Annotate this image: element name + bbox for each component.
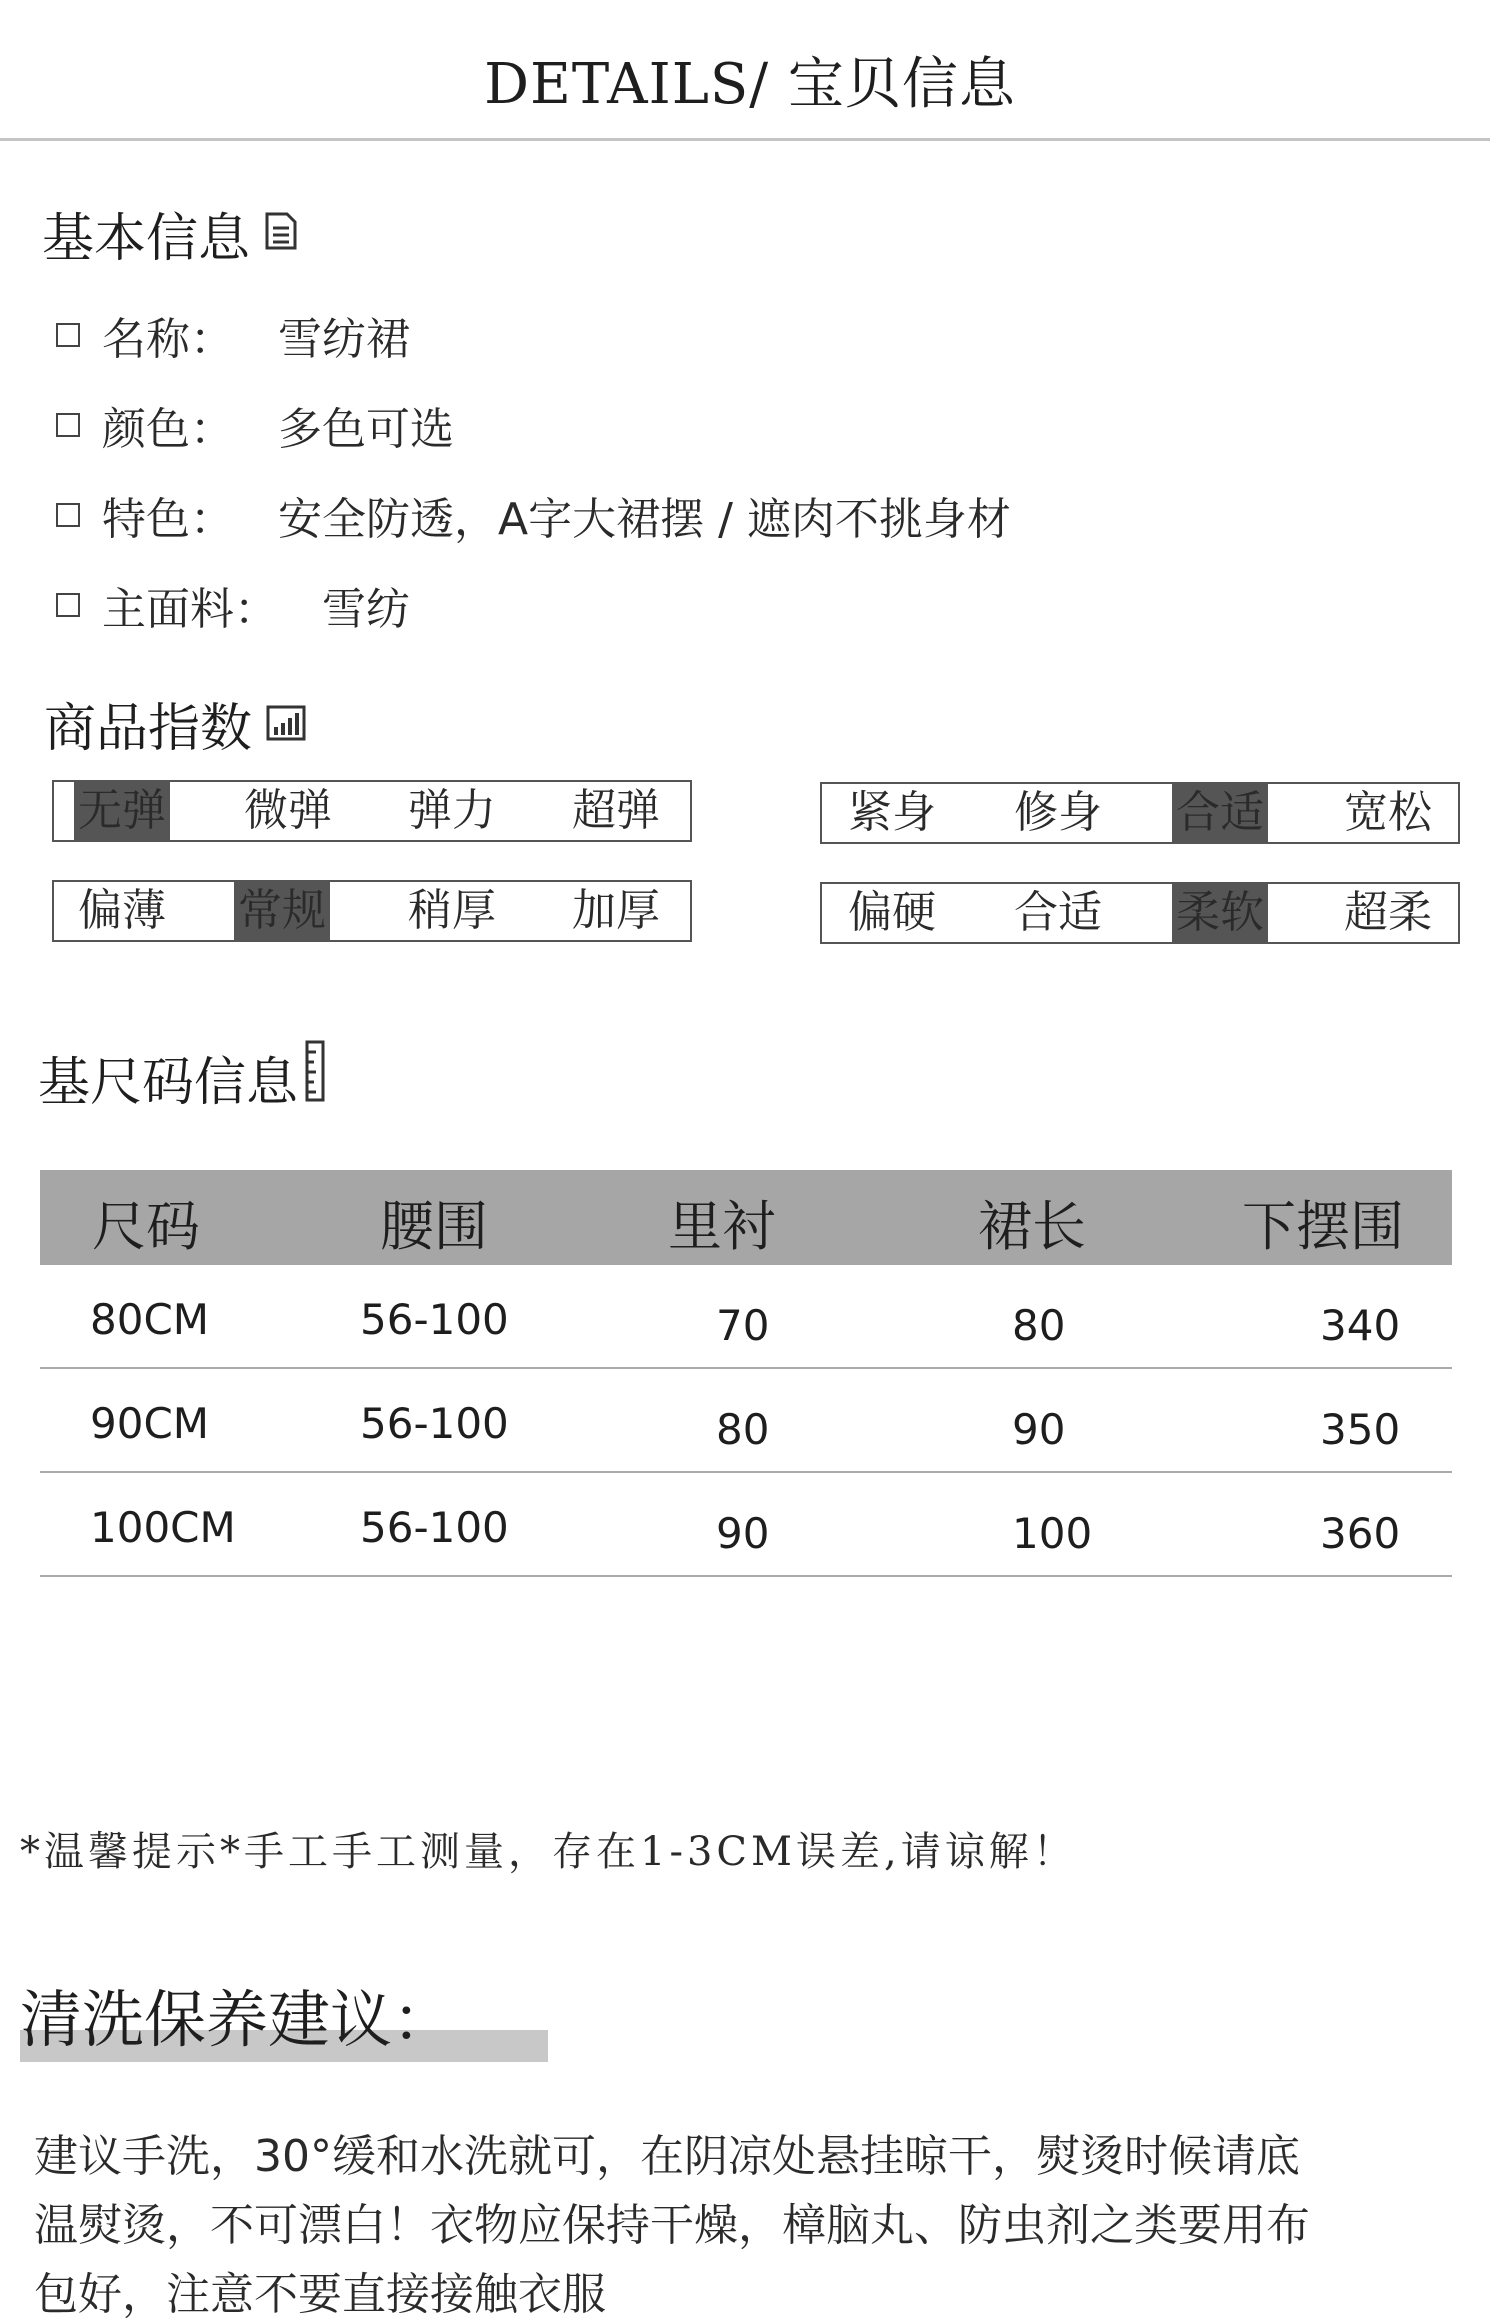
info-row-color [56,380,1011,470]
table-cell: 90CM [90,1399,210,1448]
header-divider [0,138,1490,141]
checkbox-icon [56,593,80,617]
table-cell: 56-100 [360,1503,509,1552]
table-cell: 80CM [90,1295,210,1344]
scale-option: 偏硬 [848,887,936,938]
care-instructions [34,2122,1454,2322]
table-cell: 70 [716,1301,770,1350]
info-label: 名称： [102,314,234,365]
scale-option: 合适 [1172,784,1268,842]
info-value: 多色可选 [278,404,454,455]
info-row-fabric [56,560,1011,650]
scale-option: 修身 [1014,787,1102,838]
scale-option: 加厚 [572,885,660,936]
info-label: 特色： [102,494,234,545]
scale-elasticity [52,780,692,842]
column-header: 腰围 [380,1195,488,1258]
care-heading [20,1970,454,2059]
product-index-heading [44,686,306,761]
table-cell: 90 [716,1509,770,1558]
size-table-header [40,1170,1452,1265]
table-row [40,1369,1452,1473]
info-value: 雪纺裙 [278,314,410,365]
info-value: 雪纺 [322,584,410,635]
scale-option: 紧身 [848,787,936,838]
column-header: 尺码 [92,1195,200,1258]
product-index-title: 商品指数 [44,699,253,759]
signal-bars-icon [266,694,306,754]
care-line: 温熨烫，不可漂白！衣物应保持干燥，樟脑丸、防虫剂之类要用布 [34,2200,1310,2251]
page-title: DETAILS/ 宝贝信息 [484,52,1016,117]
scale-fit [820,782,1460,844]
scale-softness [820,882,1460,944]
scale-option: 微弹 [244,785,332,836]
scale-option: 超弹 [572,785,660,836]
ruler-icon [304,1040,328,1115]
table-cell: 100CM [90,1503,236,1552]
table-cell: 90 [1012,1405,1066,1454]
table-cell: 80 [1012,1301,1066,1350]
table-row [40,1265,1452,1369]
care-line: 包好，注意不要直接接触衣服 [34,2269,606,2320]
table-cell: 56-100 [360,1399,509,1448]
column-header: 里衬 [668,1195,776,1258]
scale-option: 无弹 [74,782,170,840]
measurement-tip: *温馨提示*手工手工测量，存在1-3CM误差,请谅解！ [20,1829,1077,1875]
table-cell: 100 [1012,1509,1093,1558]
care-title: 清洗保养建议： [20,1983,455,2056]
table-cell: 80 [716,1405,770,1454]
checkbox-icon [56,323,80,347]
info-value: 安全防透，A字大裙摆 / 遮肉不挑身材 [278,494,1011,545]
scale-option: 合适 [1014,887,1102,938]
info-row-name [56,290,1011,380]
page-header [0,0,1500,145]
table-row [40,1473,1452,1577]
table-cell: 340 [1320,1301,1401,1350]
column-header: 下摆围 [1242,1195,1404,1258]
size-info-heading [38,1040,328,1115]
basic-info-title: 基本信息 [42,209,251,269]
scale-option: 偏薄 [78,885,166,936]
info-row-feature [56,470,1011,560]
scale-option: 超柔 [1344,887,1432,938]
table-cell: 350 [1320,1405,1401,1454]
checkbox-icon [56,413,80,437]
scale-option: 常规 [234,882,330,940]
info-label: 主面料： [102,584,278,635]
size-table [40,1170,1452,1577]
scale-option: 宽松 [1344,787,1432,838]
size-info-title: 基尺码信息 [38,1053,299,1113]
care-line: 建议手洗，30°缓和水洗就可，在阴凉处悬挂晾干，熨烫时候请底 [34,2131,1300,2182]
scale-option: 柔软 [1172,884,1268,942]
table-cell: 360 [1320,1509,1401,1558]
basic-info-heading [42,196,298,271]
checkbox-icon [56,503,80,527]
scale-option: 弹力 [408,785,496,836]
basic-info-list [56,290,1011,650]
document-icon [264,204,298,264]
table-cell: 56-100 [360,1295,509,1344]
info-label: 颜色： [102,404,234,455]
scale-option: 稍厚 [408,885,496,936]
scale-thickness [52,880,692,942]
column-header: 裙长 [978,1195,1086,1258]
